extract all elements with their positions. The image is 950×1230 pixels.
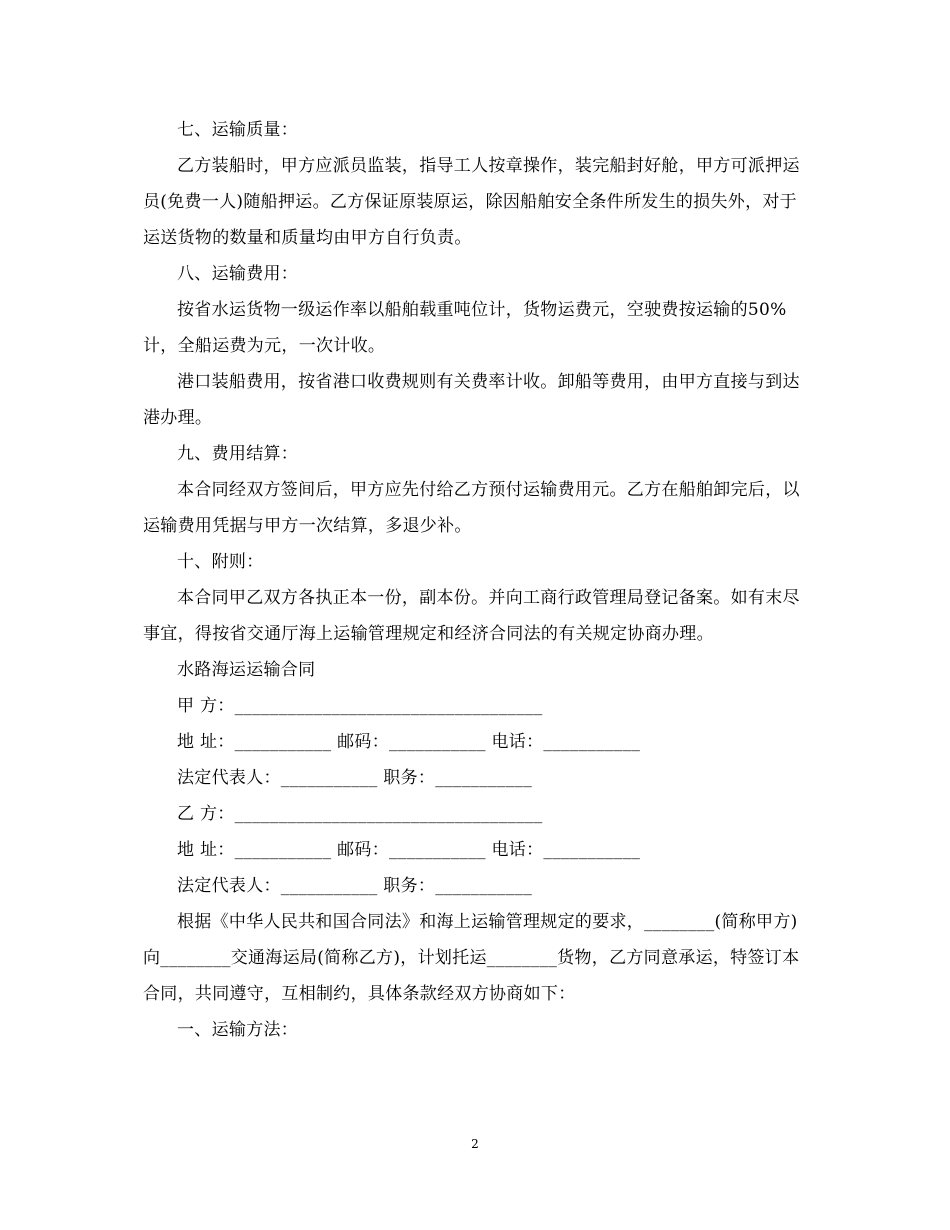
paragraph-port-fees: 港口装船费用，按省港口收费规则有关费率计收。卸船等费用，由甲方直接与到达港办理。 (143, 372, 800, 428)
party-a-address-line: 地 址：___________ 邮码：___________ 电话：___________ (177, 732, 641, 752)
paragraph-transport-quality: 乙方装船时，甲方应派员监装，指导工人按章操作，装完船封好舱，甲方可派押运员(免费一人)随船押运。乙方保证原装原运，除因船舶安全条件所发生的损失外，对于运送货物的数量和质量均由甲方自行负责。 (143, 156, 800, 248)
party-b-address-line: 地 址：___________ 邮码：___________ 电话：___________ (177, 840, 641, 860)
party-a-name-line: 甲 方：___________________________________ (177, 696, 543, 716)
contract-title: 水路海运运输合同 (177, 660, 316, 680)
section-heading-transport-fees: 八、运输费用： (177, 264, 299, 284)
paragraph-settlement: 本合同经双方签间后，甲方应先付给乙方预付运输费用元。乙方在船舶卸完后，以运输费用凭据与甲方一次结算，多退少补。 (143, 480, 800, 536)
party-b-name-line: 乙 方：___________________________________ (177, 804, 543, 824)
section-heading-settlement: 九、费用结算： (177, 444, 299, 464)
section-heading-supplementary: 十、附则： (177, 552, 264, 572)
party-a-representative-line: 法定代表人：___________ 职务：___________ (177, 768, 533, 788)
page-number: 2 (471, 1137, 479, 1151)
section-heading-transport-quality: 七、运输质量： (177, 120, 299, 140)
section-heading-transport-method: 一、运输方法： (177, 1020, 299, 1040)
paragraph-supplementary: 本合同甲乙双方各执正本一份，副本份。并向工商行政管理局登记备案。如有末尽事宜，得按省交通厅海上运输管理规定和经济合同法的有关规定协商办理。 (143, 588, 800, 644)
document-body (143, 112, 808, 1048)
paragraph-contract-intro: 根据《中华人民共和国合同法》和海上运输管理规定的要求，________(简称甲方)向________交通海运局(简称乙方)，计划托运________货物，乙方同意承运，特签订本合同，共同遵守，互相制约，具体条款经双方协商如下： (143, 912, 800, 1004)
paragraph-freight-rate: 按省水运货物一级运作率以船舶载重吨位计，货物运费元，空驶费按运输的50%计，全船运费为元，一次计收。 (143, 300, 787, 356)
party-b-representative-line: 法定代表人：___________ 职务：___________ (177, 876, 533, 896)
